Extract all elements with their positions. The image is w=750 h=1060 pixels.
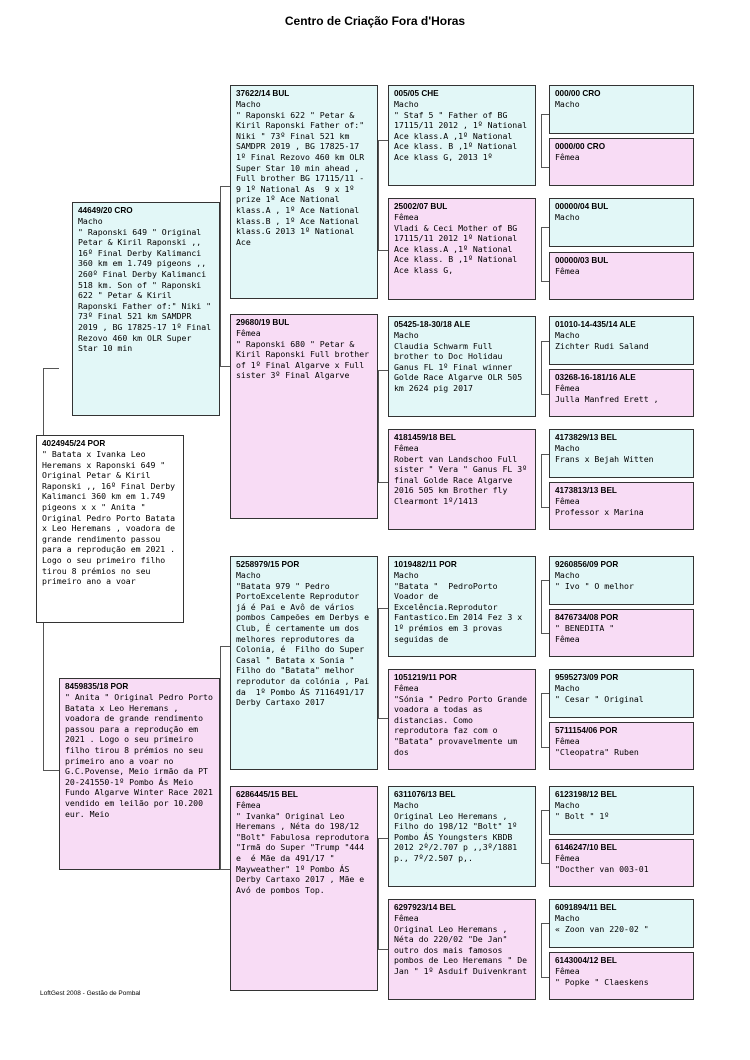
gen3-card-8[interactable] [388,899,536,1000]
sex-label: Fêmea [555,736,580,746]
ring-number: 6297923/14 BEL [394,903,456,912]
sex-label: Fêmea [394,212,419,222]
sex-label: Macho [78,216,103,226]
pigeon-info: " Batata x Ivanka Leo Heremans x Raponski 649 " Original Petar & Kiril Raponski ,, 16º Final Derby Kalimanci 360 km em 1.749 pigeons x x " Anita " Original Pedro Porto Batata x Leo Heremans , voadora de grande rendimento passou para a reprodução em 2021 . Logo o seu primeiro filho tirou 8 prémios no seu primeiro ano a voar [42,449,181,587]
gen4-card-5[interactable] [549,316,694,365]
pigeon-info: Claudia Schwarm Full brother to Doc Holidau Ganus FL 1º Final winner Golde Race Algarve OLR 505 km 2624 pig 2017 [394,340,528,393]
sex-label: Fêmea [555,853,580,863]
ring-number: 4173813/13 BEL [555,486,617,495]
ring-number: 4173829/13 BEL [555,433,617,442]
ring-number: 005/05 CHE [394,89,439,98]
sex-label: Fêmea [555,496,580,506]
dam-sire-card[interactable] [230,556,378,770]
pigeon-info: " Raponski 680 " Petar & Kiril Raponski Full brother of 1º Final Algarve x Full sister 3º Final Algarve [236,338,375,381]
ring-number: 03268-16-181/16 ALE [555,373,636,382]
sex-label: Fêmea [394,913,419,923]
sex-label: Fêmea [236,800,261,810]
ring-number: 6286445/15 BEL [236,790,298,799]
pigeon-info: " Popke " Claeskens [555,976,649,987]
gen3-card-2[interactable] [388,198,536,300]
pigeon-info: « Zoon van 220-02 " [555,923,649,934]
gen3-card-1[interactable] [388,85,536,186]
pigeon-info: " Bolt " 1º [555,810,610,821]
pigeon-info: " Anita " Original Pedro Porto Batata x Leo Heremans , voadora de grande rendimento passou para a reprodução em 2021 . Logo o seu primeiro filho tirou 8 prémios no seu primeiro ano a voar no G.C.Povense, Meio irmão da PT 20-241550-1º Pombo Ás Meio Fundo Algarve Winter Race 2021 vendido em leilão por 10.200 eur. Meio [65,692,218,819]
subject-card[interactable] [36,435,184,623]
ring-number: 4024945/24 POR [42,439,106,448]
sire-card[interactable] [72,202,220,416]
ring-number: 00000/03 BUL [555,256,609,265]
gen4-card-4[interactable] [549,252,694,300]
footer-credit: LoftGest 2008 - Gestão de Pombal [40,990,141,997]
pigeon-info: Vladi & Ceci Mother of BG 17115/11 2012 1º National Ace klass.A ,1º National Ace klass. B ,1º National Ace klass G, [394,222,523,275]
gen4-card-15[interactable] [549,899,694,948]
sex-label: Macho [555,443,580,453]
gen4-card-6[interactable] [549,369,694,417]
gen4-card-14[interactable] [549,839,694,887]
ring-number: 8459835/18 POR [65,682,129,691]
ring-number: 29680/19 BUL [236,318,290,327]
pigeon-info: Julla Manfred Erett , [555,393,659,404]
pigeon-info: "Batata 979 " Pedro PortoExcelente Reprodutor já é Pai e Avô de vários pombos Campeões em Derbys e Club, É certamente um dos melhores reprodutores da Colonia, é Filho do Super Casal " Batata x Sonia " Filho do "Batata" melhor reprodutor da colónia , Pai da 1º Pombo ÁS 7116491/17 Derby Cartaxo 2017 [236,580,375,708]
pigeon-info: Frans x Bejah Witten [555,453,654,464]
gen4-card-7[interactable] [549,429,694,478]
pigeon-info: " Ivanka" Original Leo Heremans , Néta do 198/12 "Bolt" Fabulosa reprodutora "Irmã do Super "Trump "444 e é Mãe da 491/17 " Mayweather" 1º Pombo ÁS Derby Cartaxo 2017 , Mãe e Avó de pombos Top. [236,810,375,895]
pigeon-info: " Cesar " Original [555,693,644,704]
pigeon-info: Robert van Landschoo Full sister " Vera " Ganus FL 3º final Golde Race Algarve 2016 505 km Brother fly Clearmont 1º/1413 [394,453,533,506]
gen3-card-5[interactable] [388,556,536,657]
sire-sire-card[interactable] [230,85,378,299]
ring-number: 6143004/12 BEL [555,956,617,965]
ring-number: 4181459/18 BEL [394,433,456,442]
sex-label: Macho [394,570,419,580]
pigeon-info: Original Leo Heremans , Filho do 198/12 "Bolt" 1º Pombo ÁS Youngsters KBDB 2012 2º/2.707 p ,,3º/1881 p., 7º/2.507 p,. [394,810,523,863]
gen4-card-12[interactable] [549,722,694,770]
sex-label: Macho [555,800,580,810]
sex-label: Macho [236,570,261,580]
ring-number: 6146247/10 BEL [555,843,617,852]
sex-label: Macho [394,99,419,109]
pigeon-info: "Batata " PedroPorto Voador de Excelência.Reprodutor Fantastico.Em 2014 Fez 3 x 1º prémios em 3 provas seguidas de [394,580,528,644]
gen4-card-10[interactable] [549,609,694,657]
gen3-card-4[interactable] [388,429,536,530]
ring-number: 6311076/13 BEL [394,790,456,799]
sex-label: Macho [394,330,419,340]
ring-number: 1019482/11 POR [394,560,457,569]
sex-label: Macho [555,683,580,693]
pigeon-info: Zichter Rudi Saland [555,340,649,351]
gen4-card-11[interactable] [549,669,694,718]
gen4-card-3[interactable] [549,198,694,247]
sex-label: Fêmea [555,152,580,162]
ring-number: 000/00 CRO [555,89,601,98]
sex-label: Macho [555,330,580,340]
ring-number: 05425-18-30/18 ALE [394,320,471,329]
sex-label: Macho [394,800,419,810]
pigeon-info: "Docther van 003-01 [555,863,649,874]
ring-number: 6123198/12 BEL [555,790,617,799]
gen3-card-7[interactable] [388,786,536,887]
sex-label: Macho [555,212,580,222]
sex-label: Fêmea [394,443,419,453]
gen4-card-13[interactable] [549,786,694,835]
gen3-card-3[interactable] [388,316,536,417]
pigeon-info: " Ivo " O melhor [555,580,634,591]
sex-label: Fêmea [236,328,261,338]
gen4-card-2[interactable] [549,138,694,186]
dam-card[interactable] [59,678,220,870]
ring-number: 25002/07 BUL [394,202,448,211]
sex-label: Fêmea [555,266,580,276]
pigeon-info: " BENEDITA " Fêmea [555,623,615,644]
sex-label: Macho [555,99,580,109]
sire-dam-card[interactable] [230,314,378,519]
ring-number: 44649/20 CRO [78,206,133,215]
pigeon-info: Original Leo Heremans , Néta do 220/02 "De Jan" outro dos mais famosos pombos de Leo Heremans " De Jan " 1º Asduif Duivenkrant [394,923,533,976]
gen4-card-16[interactable] [549,952,694,1000]
ring-number: 1051219/11 POR [394,673,457,682]
sex-label: Macho [236,99,261,109]
page-title: Centro de Criação Fora d'Horas [284,14,466,28]
ring-number: 0000/00 CRO [555,142,606,151]
sex-label: Fêmea [555,383,580,393]
ring-number: 37622/14 BUL [236,89,290,98]
ring-number: 01010-14-435/14 ALE [555,320,636,329]
sex-label: Macho [555,570,580,580]
pigeon-info: "Cleopatra" Ruben [555,746,639,757]
pigeon-info: " Raponski 622 " Petar & Kiril Raponski Father of:" Niki " 73º Final 521 km SAMDPR 2019 , BG 17825-17 1º Final Rezovo 460 km OLR Super Star 10 min ahead , Full brother BG 17115/11 - 9 1º National As 9 x 1º prize 1º Ace National klass.A , 1º Ace National klass.B , 1º Ace National klass.G 2013 1º National Ace [236,109,370,247]
gen4-card-1[interactable] [549,85,694,134]
ring-number: 8476734/08 POR [555,613,619,622]
ring-number: 5258979/15 POR [236,560,300,569]
ring-number: 9260856/09 POR [555,560,619,569]
pigeon-info: " Staf 5 " Father of BG 17115/11 2012 , 1º National Ace klass.A ,1º National Ace klass. B ,1º National Ace klass G, 2013 1º [394,109,533,162]
sex-label: Macho [555,913,580,923]
ring-number: 5711154/06 POR [555,726,618,735]
pigeon-info: " Raponski 649 " Original Petar & Kiril Raponski ,, 16º Final Derby Kalimanci 360 km em 1.749 pigeons ,, 260º Final Derby Kalimanci 518 km. Son of " Raponski 622 " Petar & Kiril Raponski Father of:" Niki " 73º Final 521 km SAMDPR 2019 , BG 17825-17 1º Final Rezovo 460 km OLR Super Star 10 min [78,226,217,354]
gen4-card-8[interactable] [549,482,694,530]
pigeon-info: "Sónia " Pedro Porto Grande voadora a todas as distancias. Como reprodutora faz com o "Batata" provavelmente um dos [394,693,533,757]
ring-number: 9595273/09 POR [555,673,619,682]
pigeon-info: Professor x Marina [555,506,644,517]
sex-label: Fêmea [394,683,419,693]
gen4-card-9[interactable] [549,556,694,605]
dam-dam-card[interactable] [230,786,378,991]
sex-label: Fêmea [555,966,580,976]
ring-number: 00000/04 BUL [555,202,609,211]
ring-number: 6091894/11 BEL [555,903,617,912]
gen3-card-6[interactable] [388,669,536,770]
